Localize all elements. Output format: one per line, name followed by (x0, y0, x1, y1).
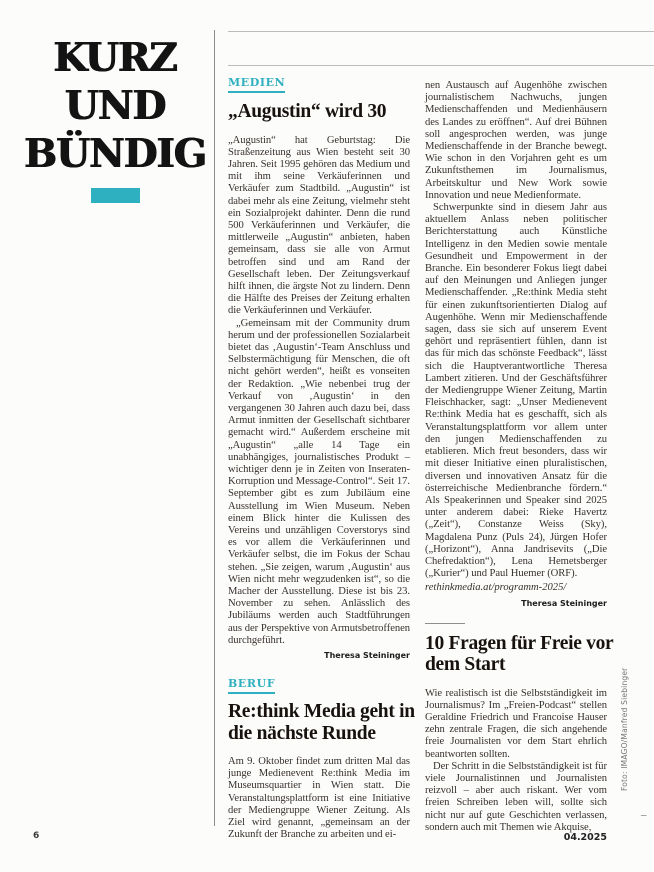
vertical-divider (214, 30, 215, 826)
article-columns (228, 76, 614, 841)
article-link-url: rethinkmedia.at/programm-2025/ (425, 582, 567, 594)
section-rule (425, 623, 465, 624)
masthead-line-1: KURZ (53, 35, 177, 81)
category-label-medien (228, 76, 410, 93)
category-label-text: BERUF (228, 677, 275, 694)
headline-line: die nächste Runde (228, 722, 376, 744)
headline-line: Re:think Media geht in (228, 701, 415, 723)
rethink-paragraph-3: Schwerpunkte sind in diesem Jahr aus aktuellem Anlass neben politischer Berichterstattung auch Künstliche Intelligenz in den Medien sowie mentale Gesundheit und Empowerment in der Branche. Ein besonderer Fokus liegt dabei auf den Meinungen und Anliegen junger Medienschaffender. „Re:think Media steht für einen zukunftsorientierten Dialog auf Augenhöhe. Wenn mir Medienschaffende sagen, dass sie sich auf unserem Event gehört und repräsentiert fühlen, dann ist das für mich das schönste Feedback“, lässt sich die Hauptverantwortliche Theresa Lambert zitieren. Und der Geschäftsführer der Mediengruppe Wiener Zeitung, Martin Fleischhacker, sagt: „Unser Medienevent Re:think Media hat es geschafft, sich als Veranstaltungsplattform vor allem unter den jungen Medienschaffenden zu etablieren. Mich freut besonders, dass wir mit dieser Initiative einen pluralistischen, diversen und innovativen Ansatz für die österreichische Medienbranche fördern.“ Als Speakerinnen und Speaker sind 2025 unter anderem dabei: Rieke Havertz („Zeit“), Constanze Weiss (Sky), Magdalena Punz (Puls 24), Jürgen Hofer („Horizont“), Anna Jandrisevits („Die Chefredaktion“), Lena Hemetsberger („Kurier“) und Paul Huemer (ORF). (425, 202, 607, 580)
fragen-paragraph-2: Der Schritt in die Selbstständigkeit ist für viele Journalistinnen und Journalisten reizvoll – aber auch riskant. Wer vom freien Schreiben leben will, sollte sich nicht nur auf gute Geschichten verlassen, sondern auch mit Themen wie Akquise, (425, 760, 607, 833)
column-2 (425, 76, 614, 841)
category-label-beruf (228, 677, 410, 694)
column-1 (228, 76, 415, 841)
masthead-accent-bar (91, 188, 140, 203)
fragen-paragraph-1: Wie realistisch ist die Selbstständigkeit im Journalismus? Im „Freien-Podcast“ stellen Geraldine Friedrich und Francoise Hauser zehn zentrale Fragen, die sich angehende freie Journalisten vor dem Start ehrlich beantworten sollten. (425, 687, 607, 760)
headline-line: „Augustin“ wird 30 (228, 101, 387, 122)
masthead-line-3: BÜNDIG (24, 131, 206, 177)
page-edge-mark: – (641, 809, 647, 821)
masthead-line-2: UND (64, 83, 166, 129)
category-label-text: MEDIEN (228, 76, 285, 93)
augustin-paragraph-1: „Augustin“ hat Geburtstag: Die Straßenzeitung aus Wien besteht seit 30 Jahren. Seit 1995 gehören das Medium und mit ihm seine Verkäuferinnen und Verkäufer zum Stadtbild. „Augustin“ ist dabei mehr als eine Zeitung, vielmehr steht ein Sozialprojekt dahinter. Denn die rund 500 Verkäuferinnen und Verkäufer, die mittlerweile „Augustin“ anbieten, haben gemeinsam, dass sie alle von Armut betroffen sind und am Rand der Gesellschaft leben. Der Zeitungsverkauf hilft ihnen, die ärgste Not zu lindern. Denn die Hälfte des Preises der Zeitung erhalten die Verkäuferinnen und Verkäufer. (228, 134, 410, 317)
byline-rethink: Theresa Steininger (521, 598, 607, 608)
masthead (8, 34, 222, 203)
top-rule-1 (228, 31, 654, 32)
rethink-paragraph-1: Am 9. Oktober findet zum dritten Mal das junge Medienevent Re:think Media im Museumsquartier in Wien statt. Die Veranstaltungsplattform ist eine Initiative der Mediengruppe Wiener Zeitung. Als Ziel wird genannt, „gemeinsam an der Zukunft der Branche zu arbeiten und ei- (228, 756, 410, 841)
headline-line: dem Start (425, 654, 506, 676)
top-rule-2 (228, 65, 654, 66)
headline-fragen (425, 632, 614, 676)
headline-augustin (228, 101, 410, 123)
byline-augustin: Theresa Steininger (324, 651, 410, 661)
rethink-paragraph-2: nen Austausch auf Augenhöhe zwischen journalistischem Nachwuchs, jungen Medienschaffenden und Medienhäusern des Landes zu eröffnen“. Auf drei Bühnen soll angesprochen werden, was junge Medienschaffende in der Branche bewegt. Wie schon in den Vorjahren geht es um Zukunftsthemen im Journalismus, Arbeitskultur und New Work sowie Innovation und neue Medienformate. (425, 80, 607, 201)
page-number: 6 (33, 831, 40, 841)
issue-date: 04.2025 (563, 832, 607, 843)
headline-rethink (228, 701, 415, 744)
augustin-paragraph-2: „Gemeinsam mit der Community drum herum und der professionellen Sozialarbeit bietet das ‚Augustin‘-Team Anschluss und Selbstermächtigung für Menschen, die oft nicht gehört werden“, heißt es vonseiten der Redaktion. „Wie nebenbei trug der Verkauf von ‚Augustin‘ in den vergangenen 30 Jahren auch dazu bei, dass Armut inmitten der Gesellschaft sichtbarer gemacht wird.“ Außerdem erscheine mit „Augustin“ „alle 14 Tage ein unabhängiges, journalistisches Produkt – wichtiger denn je in Zeiten von Inseraten-Korruption und Message-Control“. Seit 17. September gibt es zum Jubiläum eine Ausstellung im Wien Museum. Neben einem Blick hinter die Kulissen des Vereins und unzähligen Coverstorys sind es vor allem die Verkäuferinnen und Verkäufer selbst, die im Fokus der Schau stehen. „Sie zeigen, warum ‚Augustin‘ aus Wien nicht mehr wegzudenken ist“, so die Macher der Ausstellung. Diese ist bis 23. November zu sehen. Anlässlich des Jubiläums werden auch Stadtführungen aus der Perspektive von Armutsbetroffenen durchgeführt. (228, 317, 410, 646)
photo-credit: Foto: IMAGO/Manfred Siebinger (620, 667, 629, 791)
headline-line: 10 Fragen für Freie vor (425, 632, 614, 654)
